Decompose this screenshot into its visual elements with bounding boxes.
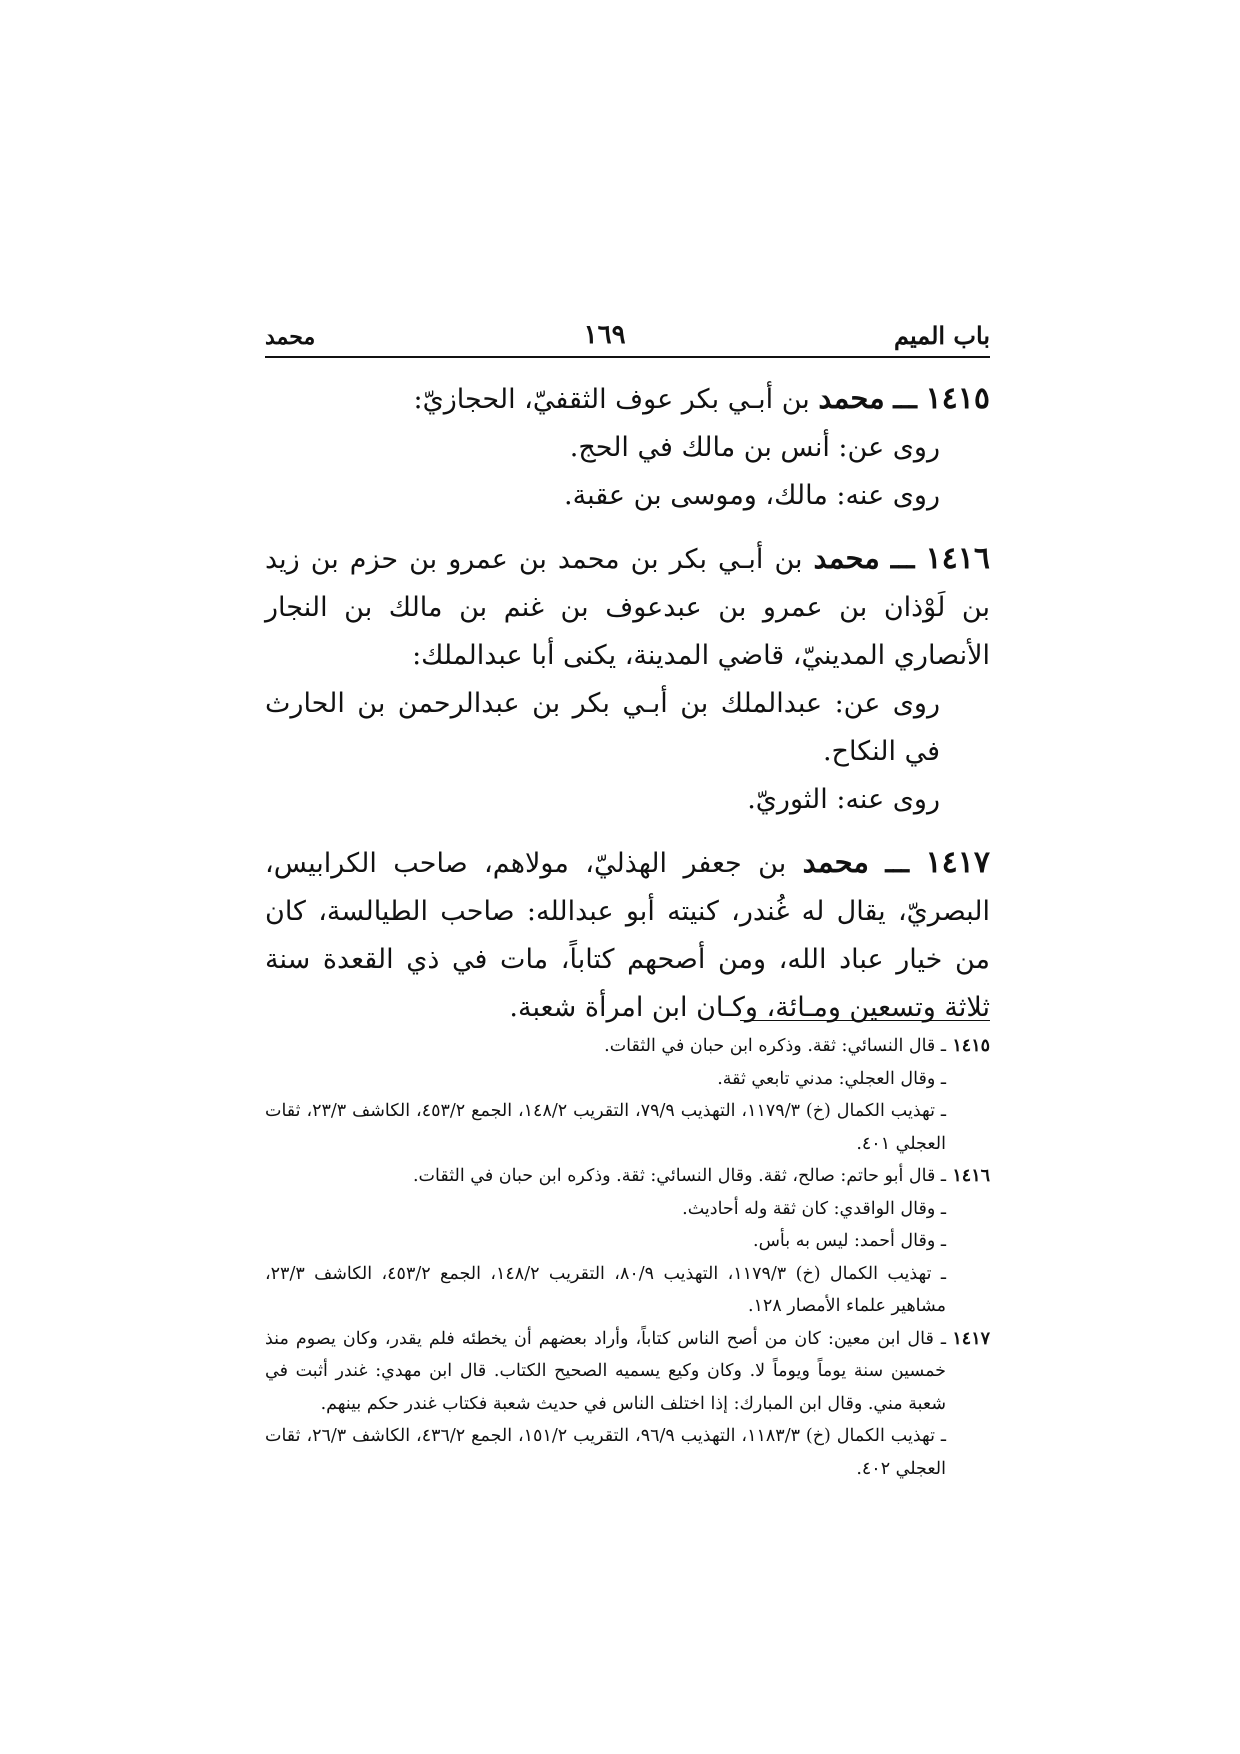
entry-dash: ـــ xyxy=(890,544,915,575)
entry-dash: ـــ xyxy=(893,384,917,415)
entry-description: بن جعفر الهذليّ، مولاهم، صاحب الكرابيس، البصريّ، يقال له غُندر، كنيته أبو عبدالله: صاحب الطيالسة، كان من خيار عباد الله، ومن أصحهم كتاباً، مات في ذي القعدة سنة ثلاثة وتسعين ومـائة، وكـان ابن امرأة شعبة. xyxy=(265,848,990,1023)
footnote-line: ـ تهذيب الكمال (خ) ١١٨٣/٣، التهذيب ٩٦/٩، التقريب ١٥١/٢، الجمع ٤٣٦/٢، الكاشف ٢٦/٣، ثقات العجلي ٤٠٢. xyxy=(265,1426,946,1479)
footnote-number: ١٤١٥ xyxy=(952,1036,990,1056)
running-head xyxy=(265,312,990,350)
footnote-1417 xyxy=(265,1323,990,1486)
narrated-by: روى عنه: مالك، وموسى بن عقبة. xyxy=(564,480,940,511)
narrated-by: روى عنه: الثوريّ. xyxy=(747,784,940,815)
entry-heading xyxy=(265,374,990,424)
footnote-1416 xyxy=(265,1160,990,1323)
page-number: ١٦٩ xyxy=(583,320,626,350)
entry-heading xyxy=(265,534,990,680)
narrated-from: روى عن: عبدالملك بن أبـي بكر بن عبدالرحمن بن الحارث في النكاح. xyxy=(265,688,940,767)
catchword: محمد xyxy=(265,324,316,350)
entry-1415 xyxy=(265,374,990,520)
footnote-number: ١٤١٦ xyxy=(952,1166,990,1186)
entry-1416 xyxy=(265,534,990,824)
entry-description: بن أبـي بكر عوف الثقفيّ، الحجازيّ: xyxy=(413,384,810,415)
footnote-rule xyxy=(740,1020,990,1021)
entry-number: ١٤١٧ xyxy=(925,845,990,880)
entry-dash: ـــ xyxy=(885,848,910,879)
entry-number: ١٤١٦ xyxy=(925,541,990,576)
footnote-line: ـ تهذيب الكمال (خ) ١١٧٩/٣، التهذيب ٨٠/٩، التقريب ١٤٨/٢، الجمع ٤٥٣/٢، الكاشف ٢٣/٣، مشاهير علماء الأمصار ١٢٨. xyxy=(265,1263,947,1316)
footnote-line: ـ وقال أحمد: ليس به بأس. xyxy=(753,1231,946,1251)
footnote-line: ـ وقال الواقدي: كان ثقة وله أحاديث. xyxy=(682,1198,946,1219)
footnote-body xyxy=(265,1160,946,1323)
entry-1417 xyxy=(265,838,990,1032)
footnote-body xyxy=(265,1323,946,1486)
footnote-line: ـ قال ابن معين: كان من أصح الناس كتاباً، وأراد بعضهم أن يخطئه فلم يقدر، وكان يصوم منذ خمسين سنة يوماً ويوماً لا. وكان وكيع يسميه الصحيح الكتاب. قال ابن مهدي: غندر أثبت في شعبة مني. وقال ابن المبارك: إذا اختلف الناس في حديث شعبة فكتاب غندر حكم بينهم. xyxy=(265,1328,946,1414)
main-text xyxy=(265,374,990,1046)
entry-description: بن أبـي بكر بن محمد بن عمرو بن حزم بن زيد بن لَوْذان بن عمرو بن عبدعوف بن غنم بن مالك بن النجار الأنصاري المدينيّ، قاضي المدينة، يكنى أبا عبدالملك: xyxy=(265,544,990,671)
entry-name: محمد xyxy=(813,541,880,575)
footnotes xyxy=(265,1030,990,1485)
footnote-body xyxy=(265,1030,946,1160)
header-rule xyxy=(265,356,990,358)
footnote-1415 xyxy=(265,1030,990,1160)
entry-name: محمد xyxy=(818,381,885,415)
entry-number: ١٤١٥ xyxy=(925,381,990,416)
footnote-line: ـ قال النسائي: ثقة. وذكره ابن حبان في الثقات. xyxy=(604,1036,946,1056)
section-title: باب الميم xyxy=(893,321,990,350)
entry-heading xyxy=(265,838,990,1032)
footnote-number: ١٤١٧ xyxy=(952,1328,990,1349)
footnote-line: ـ تهذيب الكمال (خ) ١١٧٩/٣، التهذيب ٧٩/٩، التقريب ١٤٨/٢، الجمع ٤٥٣/٢، الكاشف ٢٣/٣، ثقات العجلي ٤٠١. xyxy=(265,1101,946,1154)
footnote-line: ـ قال أبو حاتم: صالح، ثقة. وقال النسائي: ثقة. وذكره ابن حبان في الثقات. xyxy=(412,1166,946,1186)
footnote-line: ـ وقال العجلي: مدني تابعي ثقة. xyxy=(717,1068,946,1089)
narrated-from: روى عن: أنس بن مالك في الحج. xyxy=(569,432,940,463)
entry-name: محمد xyxy=(802,845,869,879)
